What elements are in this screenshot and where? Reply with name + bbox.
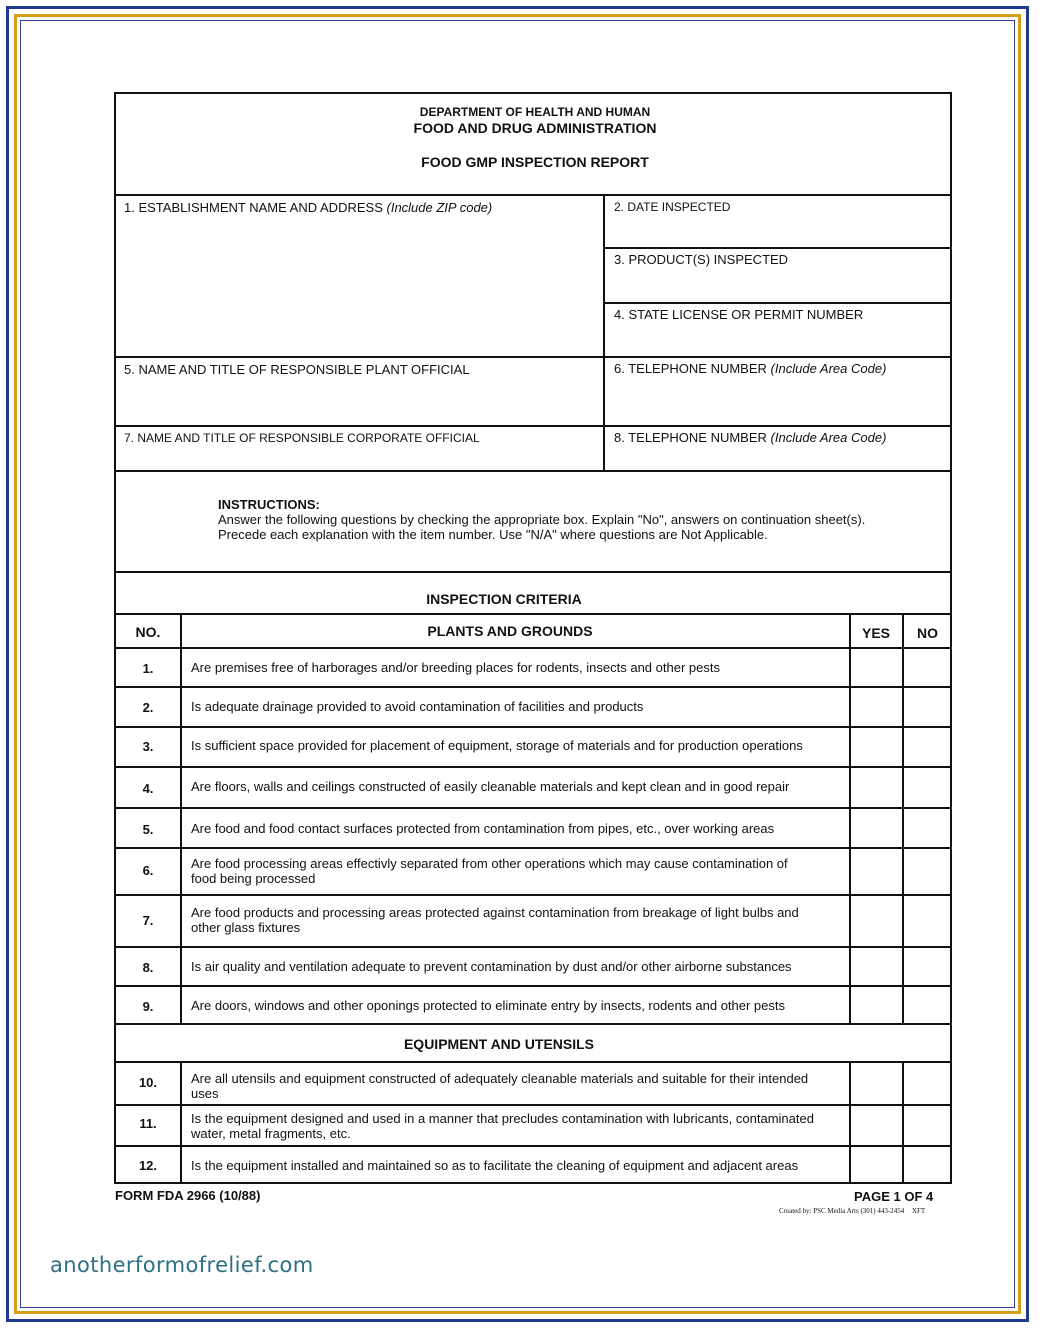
yes-checkbox[interactable] — [851, 809, 901, 846]
divider — [116, 356, 952, 358]
telephone-field[interactable] — [614, 361, 944, 421]
yes-checkbox[interactable] — [851, 948, 901, 984]
instructions-heading: INSTRUCTIONS: — [218, 497, 320, 512]
item-number: 11. — [139, 1116, 157, 1131]
no-checkbox[interactable] — [904, 1063, 952, 1103]
item-question: Are food and food contact surfaces protected from contamination from pipes, etc., over working areas — [191, 821, 775, 836]
corporate-telephone-note: (Include Area Code) — [770, 430, 887, 445]
telephone-note: (Include Area Code) — [770, 361, 887, 376]
no-checkbox[interactable] — [904, 688, 952, 725]
credit-code: XFT — [911, 1207, 926, 1215]
corporate-telephone-label: 8. TELEPHONE NUMBER — [614, 430, 767, 445]
instructions-line: Answer the following questions by checking the appropriate box. Explain "No", answers on continuation sheet(s). — [218, 512, 866, 527]
divider — [116, 425, 952, 427]
divider — [116, 613, 952, 615]
corporate-official-field[interactable] — [124, 431, 594, 467]
item-question: Are food products and processing areas protected against contamination from breakage of light bulbs and other glass fixtures — [191, 905, 799, 935]
item-question: Is sufficient space provided for placement of equipment, storage of materials and for production operations — [191, 738, 803, 753]
yes-checkbox[interactable] — [851, 849, 901, 893]
item-question: Is air quality and ventilation adequate to prevent contamination by dust and/or other airborne substances — [191, 959, 792, 974]
divider — [180, 1061, 182, 1184]
section-equipment-utensils: EQUIPMENT AND UTENSILS — [403, 1036, 595, 1052]
section-plants-grounds: PLANTS AND GROUNDS — [427, 623, 593, 639]
divider — [180, 613, 182, 1023]
no-checkbox[interactable] — [904, 649, 952, 685]
item-question: Are premises free of harborages and/or breeding places for rodents, insects and other pests — [191, 660, 720, 675]
item-number: 3. — [142, 739, 154, 754]
instructions-block — [218, 497, 918, 542]
divider — [116, 686, 952, 688]
no-checkbox[interactable] — [904, 1106, 952, 1144]
divider — [603, 247, 952, 249]
item-number: 5. — [142, 822, 154, 837]
yes-checkbox[interactable] — [851, 1063, 901, 1103]
yes-checkbox[interactable] — [851, 1147, 901, 1183]
corporate-official-label: 7. NAME AND TITLE OF RESPONSIBLE CORPORATE OFFICIAL — [124, 431, 480, 445]
yes-checkbox[interactable] — [851, 728, 901, 765]
establishment-label: 1. ESTABLISHMENT NAME AND ADDRESS — [124, 200, 383, 215]
item-number: 10. — [138, 1075, 158, 1090]
inspection-form — [114, 92, 952, 1184]
item-question: Are all utensils and equipment constructed of adequately cleanable materials and suitable for their intended uses — [191, 1071, 809, 1101]
divider — [116, 647, 952, 649]
plant-official-label: 5. NAME AND TITLE OF RESPONSIBLE PLANT OFFICIAL — [124, 362, 470, 377]
establishment-field[interactable] — [124, 200, 594, 350]
col-header-number: NO. — [135, 624, 161, 640]
divider — [116, 194, 952, 196]
divider — [116, 1145, 952, 1147]
divider — [116, 1104, 952, 1106]
agency-heading: FOOD AND DRUG ADMINISTRATION — [413, 120, 657, 136]
no-checkbox[interactable] — [904, 896, 952, 945]
yes-checkbox[interactable] — [851, 688, 901, 725]
no-checkbox[interactable] — [904, 809, 952, 846]
divider — [603, 302, 952, 304]
item-question: Are doors, windows and other oponings protected to eliminate entry by insects, rodents and other pests — [191, 998, 786, 1013]
item-question: Is the equipment installed and maintained so as to facilitate the cleaning of equipment and adjacent areas — [191, 1158, 799, 1173]
plant-official-field[interactable] — [124, 362, 594, 422]
divider — [116, 847, 952, 849]
yes-checkbox[interactable] — [851, 987, 901, 1022]
divider — [116, 1061, 952, 1063]
divider — [116, 985, 952, 987]
item-number: 7. — [142, 913, 154, 928]
date-inspected-label: 2. DATE INSPECTED — [614, 200, 731, 214]
form-id: FORM FDA 2966 (10/88) — [115, 1188, 261, 1203]
divider — [116, 726, 952, 728]
item-question: Is the equipment designed and used in a manner that precludes contamination with lubricants, contaminated water, metal fragments, etc. — [191, 1111, 814, 1141]
credit-text: Created by: PSC Media Arts (301) 443-2454 — [779, 1207, 905, 1215]
divider — [116, 1023, 952, 1025]
watermark: anotherformofrelief.com — [50, 1253, 314, 1277]
divider — [116, 894, 952, 896]
no-checkbox[interactable] — [904, 768, 952, 806]
yes-checkbox[interactable] — [851, 649, 901, 685]
col-header-yes: YES — [861, 625, 890, 641]
establishment-note: (Include ZIP code) — [386, 200, 493, 215]
item-number: 6. — [142, 863, 154, 878]
item-number: 1. — [142, 661, 154, 676]
no-checkbox[interactable] — [904, 1147, 952, 1183]
products-inspected-label: 3. PRODUCT(S) INSPECTED — [614, 252, 789, 267]
telephone-label: 6. TELEPHONE NUMBER — [614, 361, 767, 376]
divider — [603, 194, 605, 470]
license-number-field[interactable] — [614, 307, 944, 353]
item-number: 12. — [138, 1158, 158, 1173]
no-checkbox[interactable] — [904, 948, 952, 984]
col-header-no: NO — [917, 625, 938, 641]
item-question: Are food processing areas effectivly separated from other operations which may cause contamination of food being processed — [191, 856, 788, 886]
divider — [116, 470, 952, 472]
divider — [116, 766, 952, 768]
license-number-label: 4. STATE LICENSE OR PERMIT NUMBER — [614, 307, 864, 322]
criteria-title: INSPECTION CRITERIA — [426, 591, 582, 607]
divider — [116, 946, 952, 948]
item-question: Is adequate drainage provided to avoid contamination of facilities and products — [191, 699, 644, 714]
corporate-telephone-field[interactable] — [614, 430, 944, 466]
divider — [116, 807, 952, 809]
item-number: 2. — [142, 700, 154, 715]
item-number: 4. — [142, 781, 154, 796]
date-inspected-field[interactable] — [614, 200, 944, 244]
products-inspected-field[interactable] — [614, 252, 944, 298]
yes-checkbox[interactable] — [851, 896, 901, 945]
no-checkbox[interactable] — [904, 987, 952, 1022]
yes-checkbox[interactable] — [851, 1106, 901, 1144]
item-number: 9. — [142, 999, 154, 1014]
divider — [116, 571, 952, 573]
item-number: 8. — [142, 960, 154, 975]
yes-checkbox[interactable] — [851, 768, 901, 806]
form-title: FOOD GMP INSPECTION REPORT — [421, 154, 649, 170]
credit-line — [779, 1207, 925, 1215]
item-question: Are floors, walls and ceilings constructed of easily cleanable materials and kept clean and in good repair — [191, 779, 790, 794]
no-checkbox[interactable] — [904, 849, 952, 893]
instructions-line: Precede each explanation with the item number. Use "N/A" where questions are Not Applicable. — [218, 527, 768, 542]
no-checkbox[interactable] — [904, 728, 952, 765]
department-heading: DEPARTMENT OF HEALTH AND HUMAN — [419, 105, 651, 119]
page-number: PAGE 1 OF 4 — [854, 1189, 934, 1204]
